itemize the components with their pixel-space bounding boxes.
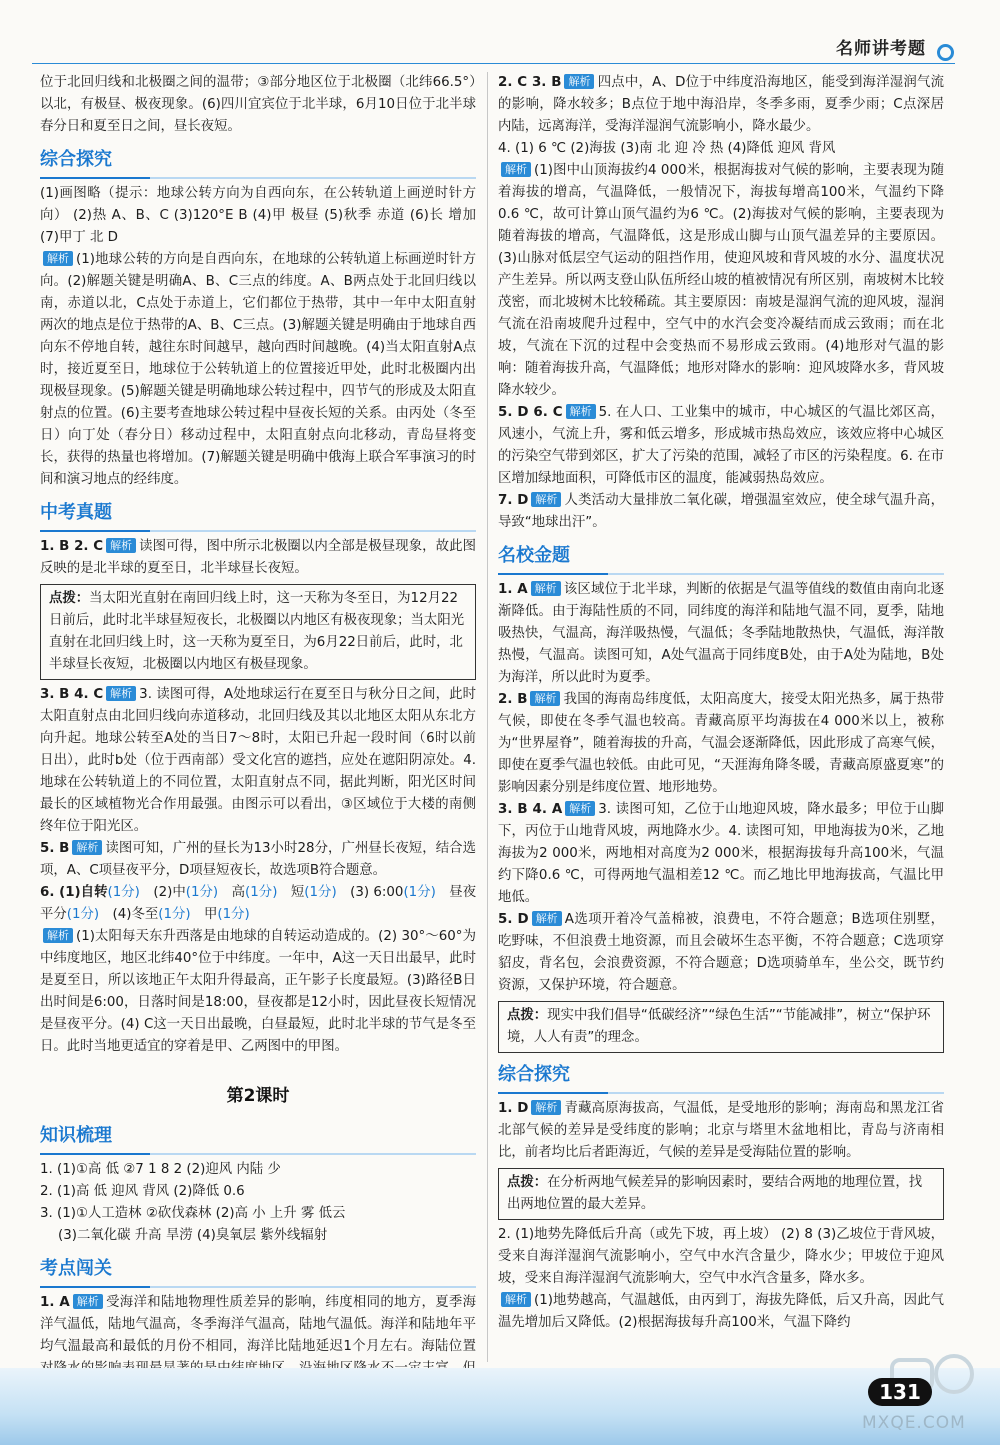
explore-2-explanation: 解析 (1)地势越高，气温越低，由丙到丁，海拔先降低，后又升高，因此气温先增加后又降低。(2)根据海拔每升高100米，气温下降约	[498, 1293, 944, 1330]
analysis-tag: 解析	[106, 538, 136, 553]
watermark-text: MXQE.COM	[862, 1413, 966, 1433]
section-rule	[40, 177, 476, 179]
explore-1: 1. D 解析 青藏高原海拔高，气温低，是受地形的影响；海南岛和黑龙江省北部气候的差异是受纬度的影响；北京与塔里木盆地相比，青岛与济南相比，前者均比后者距海近，气候的差异是受海陆位置的影响。	[498, 1101, 945, 1160]
tip-box: 点拨：现实中我们倡导“低碳经济”“绿色生活”“节能减排”，树立“保护环境，人人有责”的理念。	[498, 1001, 944, 1053]
analysis-tag: 解析	[43, 251, 73, 266]
section-title: 综合探究	[498, 1064, 570, 1085]
school-2: 2. B 解析 我国的海南岛纬度低，太阳高度大，接受太阳光热多，属于热带气候，即使在冬季气温也较高。青藏高原平均海拔在4 000米以上，被称为“世界屋脊”，随着海拔的升高，气温会逐渐降低，因此形成了高寒气候，即使在夏季气温也较低。由此可见，“天涯海角降冬暖，青藏高原盛夏寒”的影响因素分别是纬度位置、地形地势。	[498, 692, 945, 795]
analysis-tag: 解析	[566, 404, 596, 419]
page-footer-band	[0, 1368, 1000, 1445]
section-rule	[40, 1153, 476, 1155]
question-5: 5. B 解析 读图可知，广州的昼长为13小时28分，广州昼长夜短，结合选项，A、C项昼夜平分，D项昼短夜长，故选项B符合题意。	[40, 841, 476, 878]
question-6-explanation: 解析 (1)太阳每天东升西落是由地球的自转运动造成的。(2) 30°～60°为中纬度地区，地区北纬40°位于中纬度。一年中，A这一天日出最早，此时是夏至日，所以该地正午太阳升得最高，正午影子长度最短。(3)路径B日出时间是6:00，日落时间是18:00，昼夜都是12小时，因此昼夜长短情况是昼夜平分。(4) C这一天日出最晚，白昼最短，此时北半球的节气是冬至日。此时当地更适宜的穿着是甲、乙两图中的甲图。	[40, 929, 476, 1054]
section-rule	[498, 1092, 944, 1094]
gate-5-6: 5. D 6. C 解析 5. 在人口、工业集中的城市，中心城区的气温比郊区高，风速小，气流上升，雾和低云增多，形成城市热岛效应，该效应将中心城区的污染空气带到郊区，扩大了污染的范围，减轻了市区的污染程度。6. 在市区增加绿地面积，可降低市区的温度，能减弱热岛效应。	[498, 405, 944, 486]
left-column	[40, 72, 476, 1402]
analysis-tag: 解析	[564, 74, 594, 89]
question-6-answer: 6. (1)自转(1分) (2)中(1分) 高(1分) 短(1分) (3) 6:00(1分) 昼夜平分(1分) (4)冬至(1分) 甲(1分)	[40, 885, 477, 922]
analysis-tag: 解析	[565, 801, 595, 816]
knowledge-3a: 3. (1)①人工造林 ②砍伐森林 (2)高 小 上升 雾 低云	[40, 1206, 346, 1221]
question-3-4: 3. B 4. C 解析 3. 读图可得，A处地球运行在夏至日与秋分日之间，此时太阳直射点由北回归线向赤道移动，北回归线及其以北地区太阳从东北方向升起。地球公转至A处的当日7～8时，太阳已升起一段时间（6时以前日出），此时b处（位于西南部）受文化宫的遮挡，应处在遮阳阴凉处。4. 地球在公转轨道上的不同位置，太阳直射点不同，据此判断，阳光区时间最长的区域植物光合作用最强。由图示可以看出，③区域位于大楼的南侧终年位于阳光区。	[40, 687, 477, 834]
knowledge-1: 1. (1)①高 低 ②7 1 8 2 (2)迎风 内陆 少	[40, 1162, 281, 1177]
intro-paragraph: 位于北回归线和北极圈之间的温带；③部分地区位于北极圈（北纬66.5°）以北，有极昼、极夜现象。(6)四川宜宾位于北半球，6月10日位于北半球春分日和夏至日之间，昼长夜短。	[40, 75, 476, 134]
lesson-title: 第2课时	[226, 1086, 290, 1106]
gate-2-3: 2. C 3. B 解析 四点中，A、D位于中纬度沿海地区，能受到海洋湿润气流的影响，降水较多；B点位于地中海沿岸，冬季多雨，夏季少雨；C点深居内陆，远离海洋，受海洋湿润气流影响小，降水最少。	[498, 75, 944, 134]
section-title: 名校金题	[498, 545, 570, 566]
section-rule	[498, 573, 944, 575]
page-number: 131	[868, 1378, 932, 1406]
section-rule	[40, 530, 476, 532]
gate-7: 7. D 解析 人类活动大量排放二氧化碳，增强温室效应，使全球气温升高，导致“地球出汗”。	[498, 493, 945, 530]
analysis-tag: 解析	[72, 840, 102, 855]
section-rule	[40, 1286, 476, 1288]
explore-2-answer: 2. (1)地势先降低后升高（或先下坡，再上坡） (2) 8 (3)乙坡位于背风坡，受来自海洋湿润气流影响小，空气中水汽含量少，降水少；甲坡位于迎风坡，受来自海洋湿润气流影响大，空气中水汽含量多，降水多。	[498, 1227, 944, 1286]
right-column	[498, 72, 944, 1334]
analysis-tag: 解析	[530, 691, 560, 706]
section-title: 中考真题	[40, 502, 112, 523]
analysis-tag: 解析	[531, 581, 561, 596]
analysis-tag: 解析	[501, 162, 531, 177]
knowledge-2: 2. (1)高 低 迎风 背风 (2)降低 0.6	[40, 1184, 245, 1199]
column-divider	[487, 72, 488, 1362]
analysis-tag: 解析	[106, 686, 136, 701]
section-title: 综合探究	[40, 149, 112, 170]
section-title: 考点闯关	[40, 1258, 112, 1279]
explanation: 解析 (1)地球公转的方向是自西向东，在地球的公转轨道上标画逆时针方向。(2)解题关键是明确A、B、C三点的纬度。A、B两点处于北回归线以南，赤道以北，C点处于赤道上，它们都位于热带，其中一年中太阳直射两次的地点是位于热带的A、B、C三点。(3)解题关键是明确由于地球自西向东不停地自转，越往东时间越早，越向西时间越晚。(4)当太阳直射A点时，接近夏至日，地球位于公转轨道上的位置接近甲处，此时北极圈内出现极昼现象。(5)解题关键是明确地球公转过程中，四节气的形成及太阳直射点的位置。(6)主要考查地球公转过程中昼夜长短的关系。由丙处（冬至日）向丁处（春分日）移动过程中，太阳直射点向北移动，青岛昼将变长，获得的热量也将增加。(7)解题关键是明确中俄海上联合军事演习的时间和演习地点的经纬度。	[40, 252, 476, 487]
analysis-tag: 解析	[532, 911, 562, 926]
gate-4-explanation: 解析 (1)图中山顶海拔约4 000米，根据海拔对气候的影响，主要表现为随着海拔的增高，气温降低，一般情况下，海拔每增高100米，气温约下降0.6 ℃，故可计算山顶气温约为6 ℃。(2)海拔对气候的影响，主要表现为随着海拔的增高，气温降低，这是形成山脚与山顶气温差异的主要原因。(3)山脉对低层空气运动的阻挡作用，使迎风坡和背风坡的水分、温度状况产生差异。所以两支登山队伍所经山坡的植被情况有所区别，南坡树木比较茂密，而北坡树木比较稀疏。其主要原因：南坡是湿润气流的迎风坡，湿润气流在沿南坡爬升过程中，空气中的水汽会变冷凝结而成云致雨；而在北坡，气流在下沉的过程中会变热而不易形成云致雨。(4)地形对气温的影响：随着海拔升高，气温降低；地形对降水的影响：迎风坡降水多，背风坡降水较少。	[498, 163, 944, 398]
gate-1: 1. A 解析 受海洋和陆地物理性质差异的影响，纬度相同的地方，夏季海洋气温低，陆地气温高，冬季海洋气温高，陆地气温低。海洋和陆地年平均气温最高和最低的月份不相同，海洋比陆地延迟1个月左右。海陆位置	[40, 1295, 477, 1354]
analysis-tag: 解析	[531, 1100, 561, 1115]
analysis-tag: 解析	[43, 928, 73, 943]
header-brand: 名师讲考题	[836, 39, 926, 59]
header-rule	[32, 63, 955, 64]
school-5: 5. D 解析 A选项开着冷气盖棉被，浪费电，不符合题意；B选项住别墅，吃野味，不但浪费土地资源，而且会破坏生态平衡，不符合题意；C选项穿貂皮，背名包，会浪费资源，不符合题意；D选项骑单车，坐公交，既节约资源，又保护环境，符合题意。	[498, 912, 944, 993]
knowledge-3b: (3)二氧化碳 升高 旱涝 (4)臭氧层 紫外线辐射	[58, 1228, 328, 1243]
section-title: 知识梳理	[40, 1125, 112, 1146]
school-1: 1. A 解析 该区域位于北半球，判断的依据是气温等值线的数值由南向北逐渐降低。由于海陆性质的不同，同纬度的海洋和陆地气温不同，夏季，陆地吸热快，气温高，海洋吸热慢，气温低；冬季陆地散热快，气温低，海洋散热慢，气温高。读图可知，A处气温高于同纬度B处，由于A处为陆地，B处为海洋，所以此时为夏季。	[498, 582, 944, 685]
gate-4-answer: 4. (1) 6 ℃ (2)海拔 (3)南 北 迎 冷 热 (4)降低 迎风 背风	[498, 141, 836, 156]
page-header	[0, 0, 1000, 64]
analysis-tag: 解析	[501, 1292, 531, 1307]
analysis-tag: 解析	[73, 1294, 103, 1309]
school-3-4: 3. B 4. A 解析 3. 读图可知，乙位于山地迎风坡，降水最多；甲位于山脚下，丙位于山地背风坡，两地降水少。4. 读图可知，甲地海拔为0米，乙地海拔为2 000米，两地相对高度为2 000米，根据海拔每升高100米，气温约下降0.6 ℃，可得两地气温相差12 ℃。而乙地比甲地海拔高，气温比甲地低。	[498, 802, 944, 905]
tip-box: 点拨：在分析两地气候差异的影响因素时，要结合两地的地理位置，找出两地位置的最大差异。	[498, 1168, 944, 1220]
answer: (1)画图略（提示：地球公转方向为自西向东，在公转轨道上画逆时针方向） (2)热 A、B、C (3)120°E B (4)甲 极昼 (5)秋季 赤道 (6)长 增加 (7)甲丁 北 D	[40, 186, 476, 245]
question-1-2: 1. B 2. C 解析 读图可得，图中所示北极圈以内全部是极昼现象，故此图反映的是北半球的夏至日，北半球昼长夜短。	[40, 539, 477, 576]
header-dot-icon	[937, 44, 954, 61]
analysis-tag: 解析	[531, 492, 561, 507]
tip-box: 点拨：当太阳光直射在南回归线上时，这一天称为冬至日，为12月22日前后，此时北半球昼短夜长，北极圈以内地区有极夜现象；当太阳光直射在北回归线上时，这一天称为夏至日，为6月22日前后，此时，北半球昼长夜短，北极圈以内地区有极昼现象。	[40, 584, 476, 680]
